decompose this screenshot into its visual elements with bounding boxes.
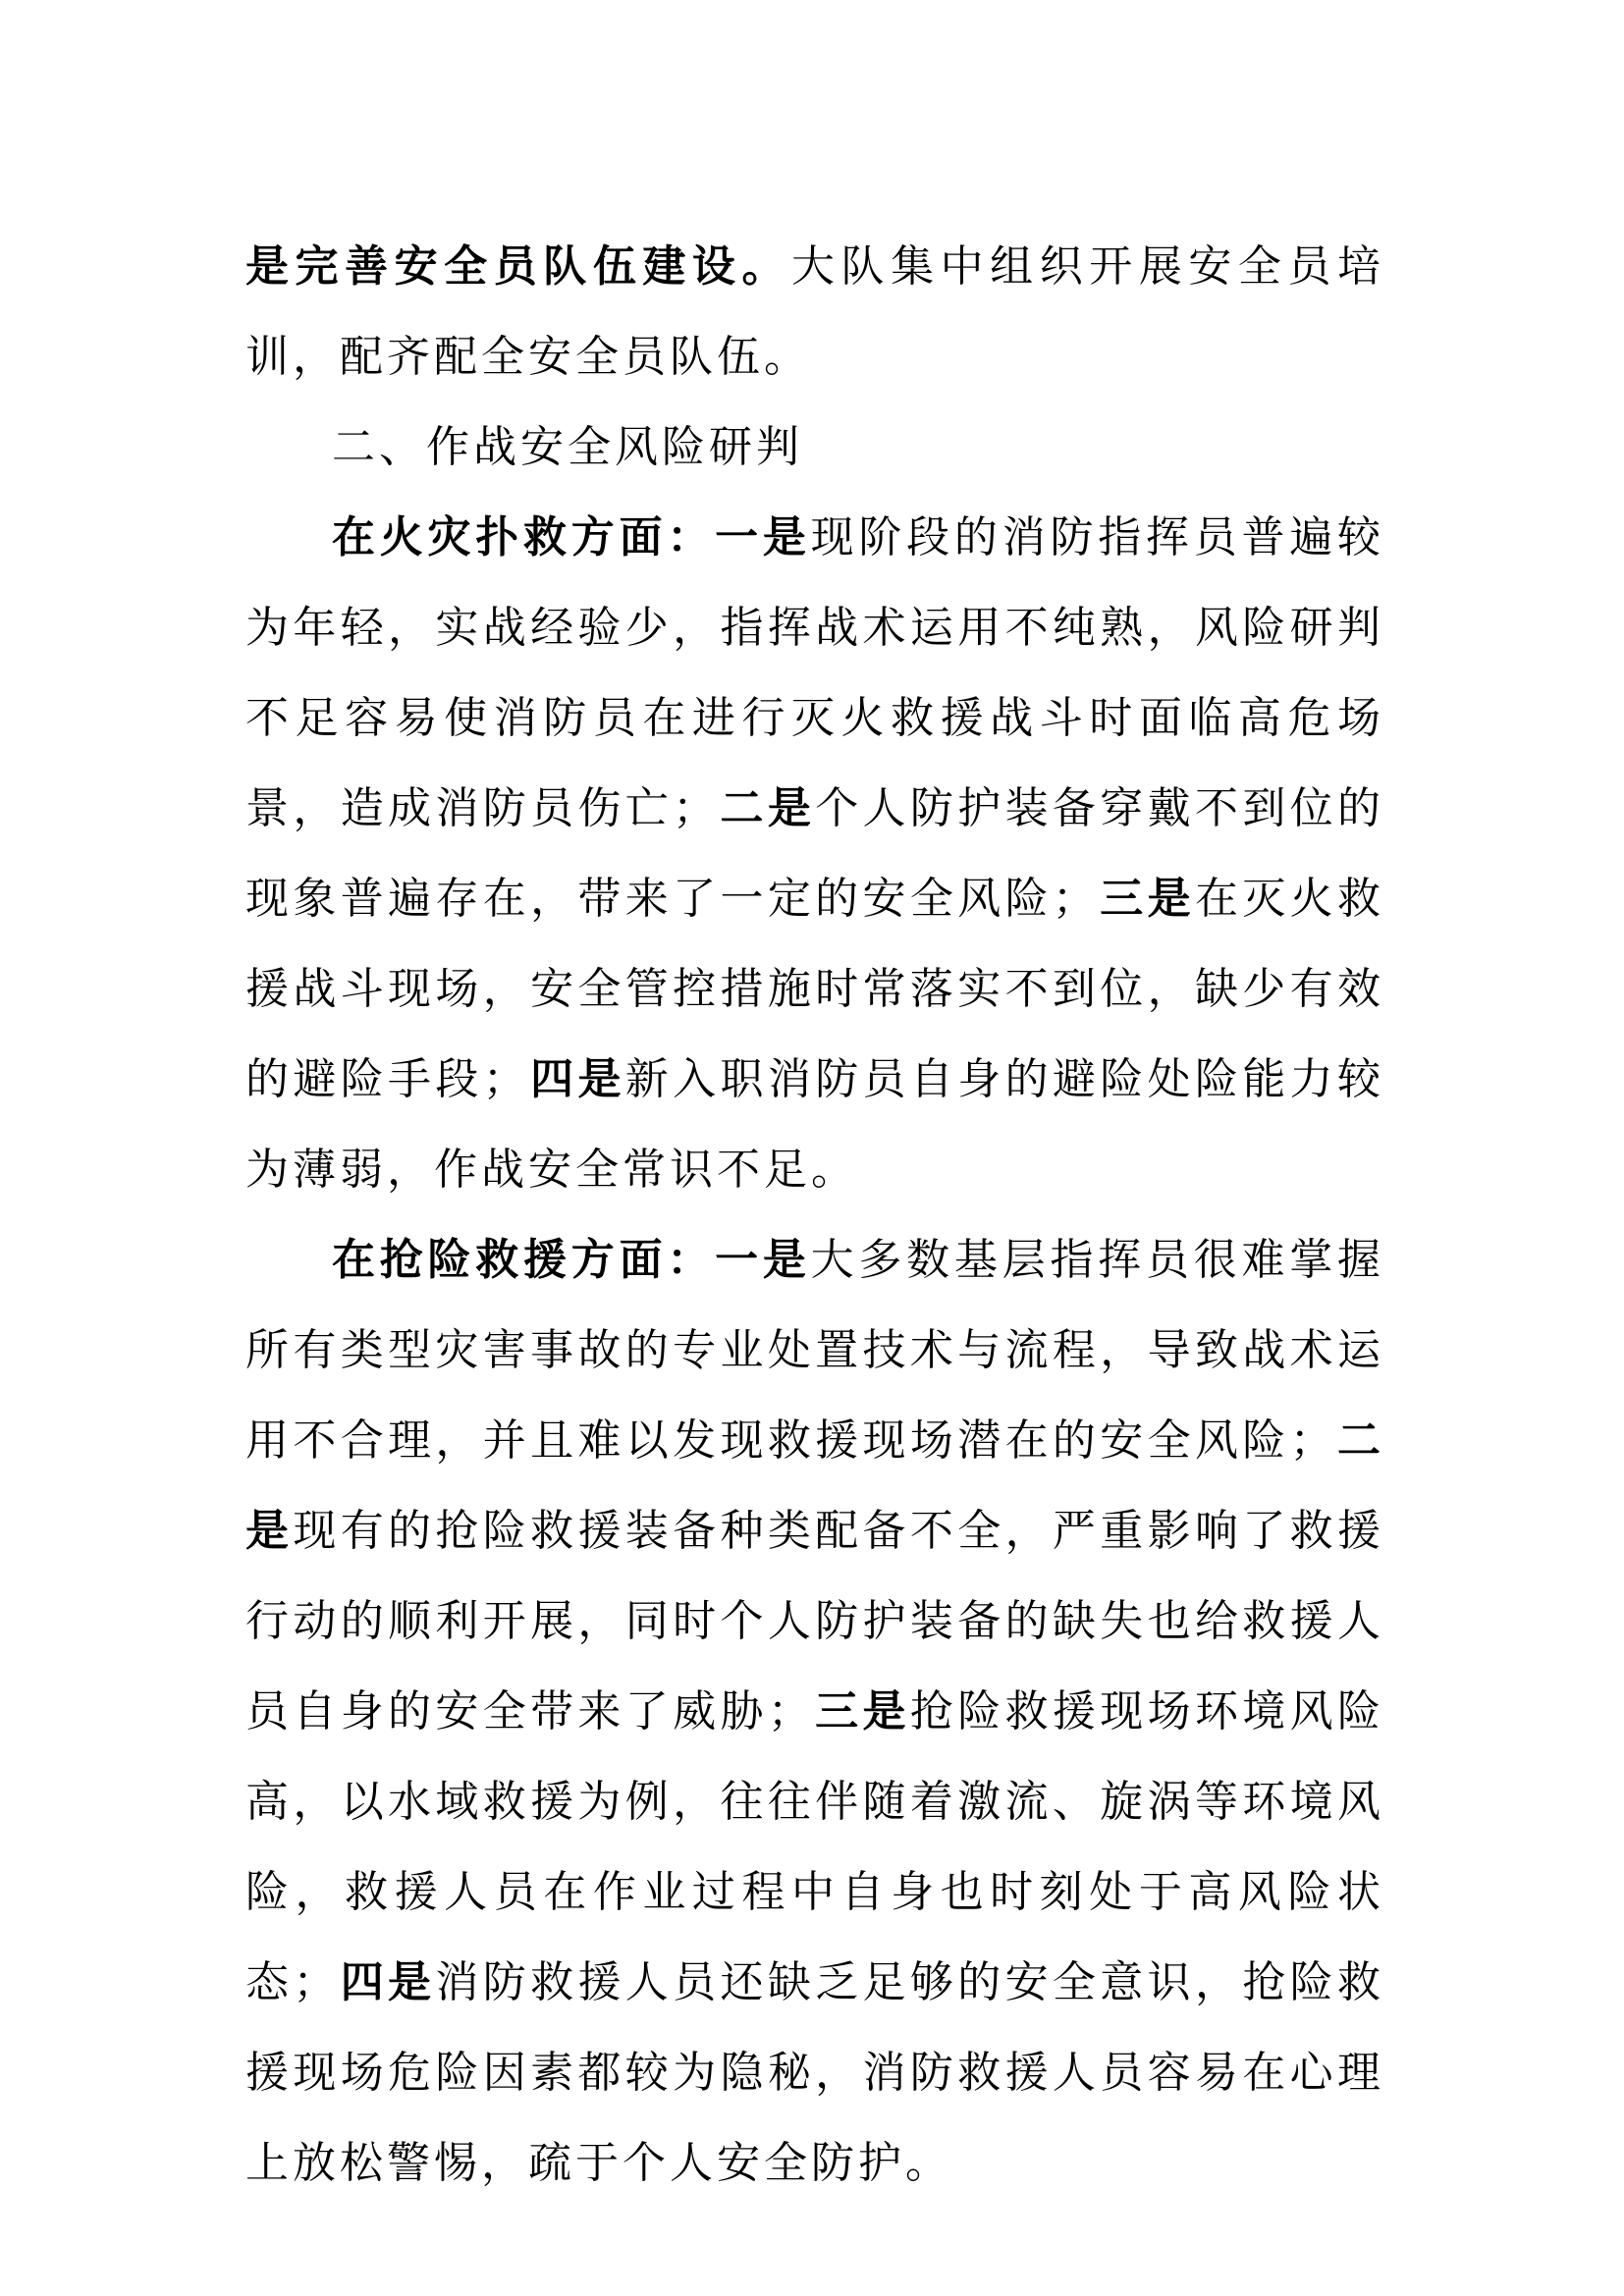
section-heading: 二、作战安全风险研判 bbox=[332, 422, 803, 472]
paragraph-lead-bold: 在火灾扑救方面： bbox=[332, 512, 716, 562]
point-text-1: 现阶段的消防指挥员普遍较为年轻，实战经验少，指挥战术运用不纯熟，风险研判不足容易使消防员在进行灭火救援战斗时面临高危场景，造成消防员伤亡； bbox=[245, 512, 1385, 833]
paragraph-safety-officer bbox=[245, 222, 1384, 402]
paragraph-text: 大队集中组织开展安全员培训，配齐配全安全员队伍。 bbox=[245, 241, 1384, 382]
point-text-3: 抢险救援现场环境风险高，以水域救援为例，往往伴随着激流、旋涡等环境风险，救援人员在作业过程中自身也时刻处于高风险状态； bbox=[245, 1686, 1385, 2007]
paragraph-lead-bold: 是完善安全员队伍建设。 bbox=[245, 241, 791, 292]
point-marker-2: 二是 bbox=[245, 1415, 1385, 1556]
point-text-2: 个人防护装备穿戴不到位的现象普遍存在，带来了一定的安全风险； bbox=[245, 783, 1385, 924]
point-marker-3: 三是 bbox=[1099, 874, 1195, 924]
point-marker-4: 四是 bbox=[529, 1054, 625, 1104]
point-marker-1: 一是 bbox=[715, 1235, 811, 1285]
point-text-2: 现有的抢险救援装备种类配备不全，严重影响了救援行动的顺利开展，同时个人防护装备的缺失也给救援人员自身的安全带来了威胁； bbox=[245, 1506, 1385, 1736]
point-marker-3: 三是 bbox=[814, 1686, 910, 1736]
point-text-4: 新入职消防员自身的避险处险能力较为薄弱，作战安全常识不足。 bbox=[245, 1054, 1385, 1195]
point-marker-1: 一是 bbox=[715, 512, 811, 562]
point-marker-2: 二是 bbox=[720, 783, 816, 833]
point-marker-4: 四是 bbox=[340, 1957, 436, 2007]
document-body bbox=[245, 222, 1384, 2209]
point-text-1: 大多数基层指挥员很难掌握所有类型灾害事故的专业处置技术与流程，导致战术运用不合理，并且难以发现救援现场潜在的安全风险； bbox=[245, 1235, 1385, 1466]
paragraph-rescue bbox=[245, 1215, 1384, 2209]
point-text-3: 在灭火救援战斗现场，安全管控措施时常落实不到位，缺少有效的避险手段； bbox=[245, 874, 1385, 1104]
paragraph-fire-fighting bbox=[245, 493, 1384, 1215]
point-text-4: 消防救援人员还缺乏足够的安全意识，抢险救援现场危险因素都较为隐秘，消防救援人员容易在心理上放松警惕，疏于个人安全防护。 bbox=[245, 1957, 1385, 2188]
paragraph-lead-bold: 在抢险救援方面： bbox=[332, 1235, 716, 1285]
